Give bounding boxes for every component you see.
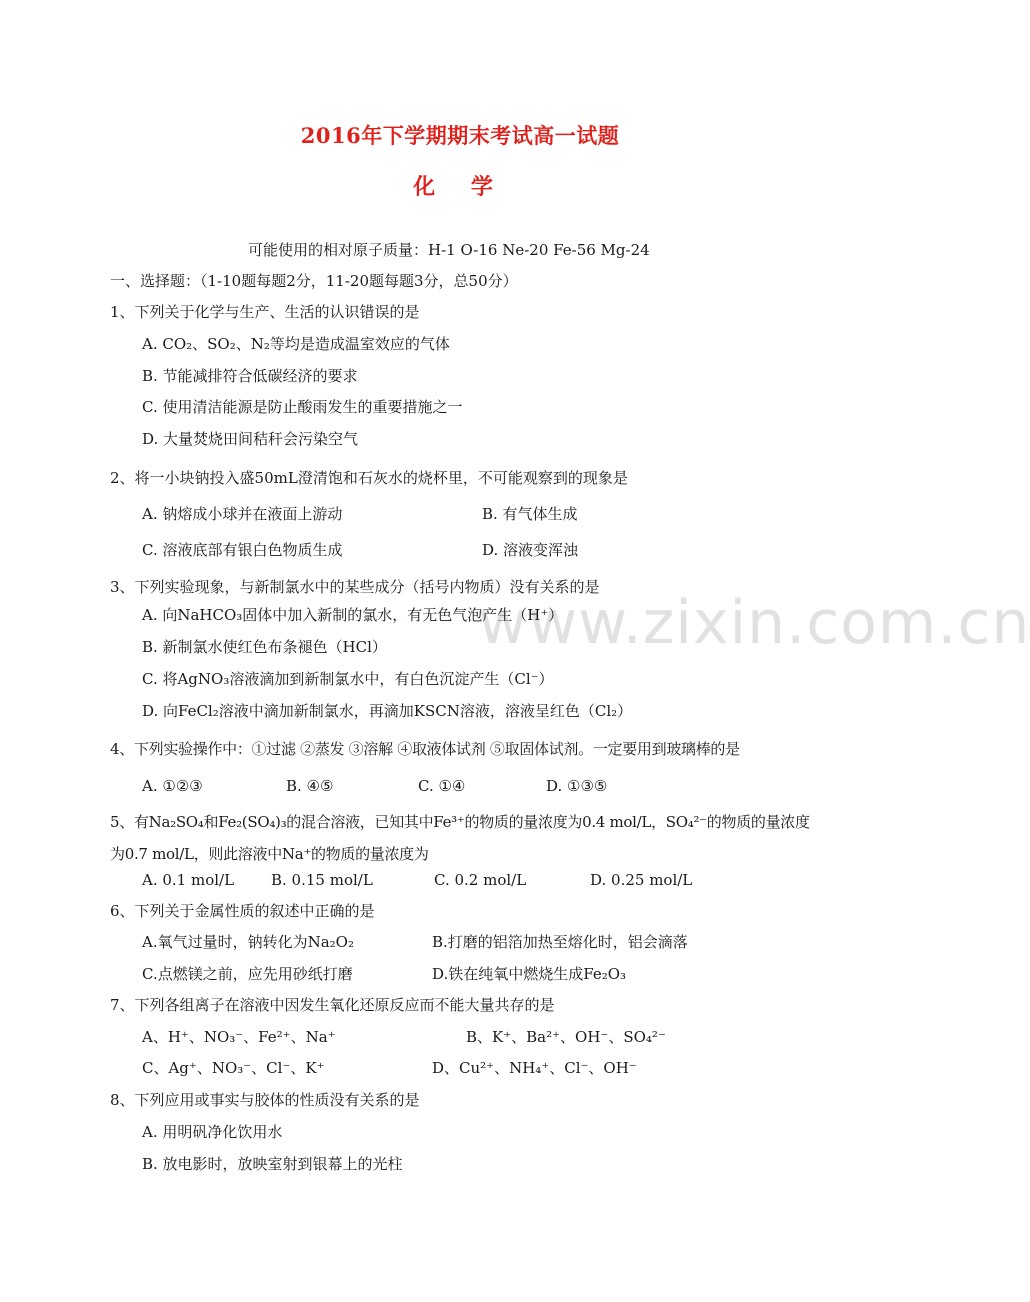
question-7-stem: 7、下列各组离子在溶液中因发生氧化还原反应而不能大量共存的是 [110, 996, 555, 1014]
q6-option-a: A.氧气过量时，钠转化为Na₂O₂ [142, 933, 354, 951]
q3-option-d: D. 向FeCl₂溶液中滴加新制氯水，再滴加KSCN溶液，溶液呈红色（Cl₂） [142, 702, 633, 720]
q3-option-c: C. 将AgNO₃溶液滴加到新制氯水中，有白色沉淀产生（Cl⁻） [142, 670, 554, 688]
q7-option-d: D、Cu²⁺、NH₄⁺、Cl⁻、OH⁻ [432, 1059, 637, 1077]
section-title: 一、选择题：（1-10题每题2分，11-20题每题3分，总50分） [110, 272, 518, 290]
q4-option-c: C. ①④ [418, 777, 466, 795]
q4-option-b: B. ④⑤ [286, 777, 334, 795]
q6-option-d: D.铁在纯氧中燃烧生成Fe₂O₃ [432, 965, 627, 983]
q7-option-c: C、Ag⁺、NO₃⁻、Cl⁻、K⁺ [142, 1059, 325, 1077]
q4-option-a: A. ①②③ [142, 777, 203, 795]
question-5-stem: 5、有Na₂SO₄和Fe₂(SO₄)₃的混合溶液，已知其中Fe³⁺的物质的量浓度为0.4 mol/L，SO₄²⁻的物质的量浓度为0.7 mol/L，则此溶液中Na⁺的物质的量浓度为 [110, 813, 810, 863]
exam-title: 2016年下学期期末考试高一试题 [300, 123, 620, 148]
q3-option-a: A. 向NaHCO₃固体中加入新制的氯水，有无色气泡产生（H⁺） [142, 606, 564, 624]
q1-option-b: B. 节能减排符合低碳经济的要求 [142, 367, 358, 385]
question-8-stem: 8、下列应用或事实与胶体的性质没有关系的是 [110, 1091, 420, 1109]
question-6-stem: 6、下列关于金属性质的叙述中正确的是 [110, 902, 375, 920]
q8-option-b: B. 放电影时，放映室射到银幕上的光柱 [142, 1155, 403, 1173]
q5-option-b: B. 0.15 mol/L [271, 871, 373, 889]
q2-option-b: B. 有气体生成 [482, 505, 578, 523]
question-1-stem: 1、下列关于化学与生产、生活的认识错误的是 [110, 303, 420, 321]
q2-option-a: A. 钠熔成小球并在液面上游动 [142, 505, 343, 523]
q2-option-c: C. 溶液底部有银白色物质生成 [142, 541, 343, 559]
q1-option-d: D. 大量焚烧田间秸秆会污染空气 [142, 430, 359, 448]
q2-option-d: D. 溶液变浑浊 [482, 541, 579, 559]
subject-title: 化 学 [413, 174, 507, 200]
question-4-stem: 4、下列实验操作中：①过滤 ②蒸发 ③溶解 ④取液体试剂 ⑤取固体试剂。一定要用到玻璃棒的是 [110, 740, 740, 758]
q7-option-b: B、K⁺、Ba²⁺、OH⁻、SO₄²⁻ [466, 1028, 666, 1046]
q5-option-c: C. 0.2 mol/L [434, 871, 527, 889]
q5-option-d: D. 0.25 mol/L [590, 871, 693, 889]
question-3-stem: 3、下列实验现象，与新制氯水中的某些成分（括号内物质）没有关系的是 [110, 578, 600, 596]
q6-option-b: B.打磨的铝箔加热至熔化时，铝会滴落 [432, 933, 688, 951]
q5-option-a: A. 0.1 mol/L [142, 871, 235, 889]
q1-option-a: A. CO₂、SO₂、N₂等均是造成温室效应的气体 [142, 335, 450, 353]
q1-option-c: C. 使用清洁能源是防止酸雨发生的重要措施之一 [142, 398, 463, 416]
q3-option-b: B. 新制氯水使红色布条褪色（HCl） [142, 638, 387, 656]
q7-option-a: A、H⁺、NO₃⁻、Fe²⁺、Na⁺ [142, 1028, 336, 1046]
q6-option-c: C.点燃镁之前，应先用砂纸打磨 [142, 965, 353, 983]
q8-option-a: A. 用明矾净化饮用水 [142, 1123, 283, 1141]
watermark: www.zixin.com.cn [478, 588, 1030, 658]
question-2-stem: 2、将一小块钠投入盛50mL澄清饱和石灰水的烧杯里，不可能观察到的现象是 [110, 469, 628, 487]
atomic-masses-note: 可能使用的相对原子质量：H-1 O-16 Ne-20 Fe-56 Mg-24 [248, 241, 650, 259]
q4-option-d: D. ①③⑤ [546, 777, 608, 795]
